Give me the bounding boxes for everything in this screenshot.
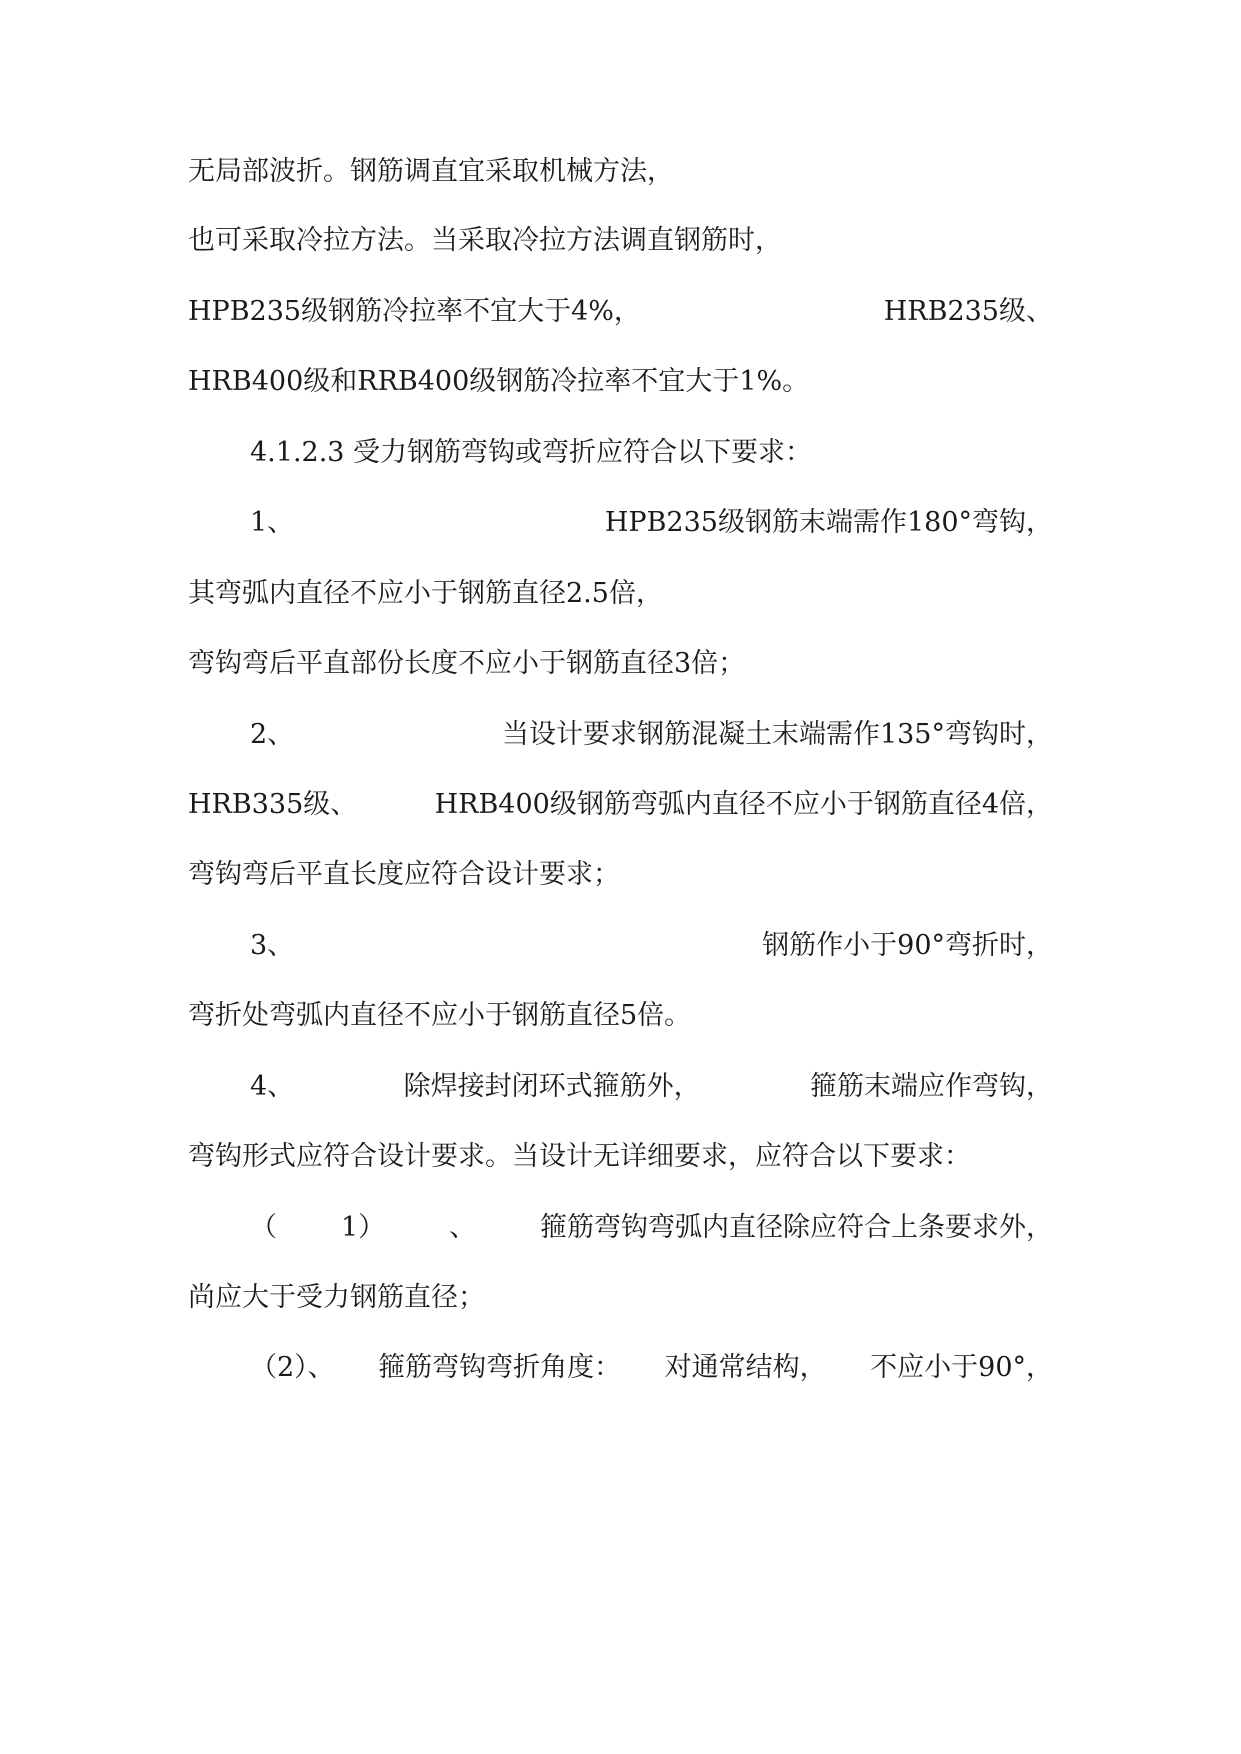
text-segment: 当设计要求钢筋混凝土末端需作135°弯钩时， <box>501 719 1053 750</box>
text-line <box>188 292 1053 332</box>
text-segment: 其弯弧内直径不应小于钢筋直径2.5倍， <box>188 578 663 609</box>
text-segment: 弯钩弯后平直部份长度不应小于钢筋直径3倍； <box>188 648 746 679</box>
text-segment: 弯钩形式应符合设计要求。当设计无详细要求，应符合以下要求： <box>188 1141 971 1172</box>
text-segment: 1） <box>340 1212 386 1243</box>
text-line <box>188 221 1053 261</box>
text-line <box>188 785 1053 825</box>
text-segment: 除焊接封闭环式箍筋外， <box>403 1071 701 1102</box>
text-segment: 弯钩弯后平直长度应符合设计要求； <box>188 859 620 890</box>
list-item-1 <box>250 503 1053 543</box>
sub-item-2 <box>250 1348 1053 1388</box>
list-item-4 <box>250 1067 1053 1107</box>
text-segment: 箍筋弯钩弯弧内直径除应符合上条要求外， <box>540 1212 1053 1243</box>
text-line <box>188 996 1053 1036</box>
text-segment: 钢筋作小于90°弯折时， <box>762 930 1053 961</box>
text-line <box>188 1137 1053 1177</box>
text-segment: 无局部波折。钢筋调直宜采取机械方法， <box>188 156 674 187</box>
text-line <box>188 855 1053 895</box>
list-number: 1、 <box>250 507 295 538</box>
text-segment: 弯折处弯弧内直径不应小于钢筋直径5倍。 <box>188 1000 692 1031</box>
text-segment: 4.1.2.3 受力钢筋弯钩或弯折应符合以下要求： <box>250 437 813 468</box>
text-segment: HRB400级和RRB400级钢筋冷拉率不宜大于1%。 <box>188 366 810 397</box>
text-segment: （ <box>250 1212 277 1243</box>
text-segment: 尚应大于受力钢筋直径； <box>188 1282 485 1313</box>
section-heading <box>250 433 1053 473</box>
text-line <box>188 574 1053 614</box>
text-segment: 也可采取冷拉方法。当采取冷拉方法调直钢筋时， <box>188 225 782 256</box>
text-line <box>188 1278 1053 1318</box>
list-number: 4、 <box>250 1071 295 1102</box>
text-segment: 不应小于90°， <box>870 1352 1053 1383</box>
text-segment: （2）、 <box>250 1352 335 1383</box>
list-item-2 <box>250 715 1053 755</box>
text-line <box>188 644 1053 684</box>
text-segment: HPB235级钢筋冷拉率不宜大于4%， <box>188 296 641 327</box>
text-segment: HRB400级钢筋弯弧内直径不应小于钢筋直径4倍， <box>434 789 1053 820</box>
sub-item-1 <box>250 1208 1053 1248</box>
text-segment: 箍筋弯钩弯折角度： <box>378 1352 622 1383</box>
list-item-3 <box>250 926 1053 966</box>
text-segment: HRB235级、 <box>883 296 1053 327</box>
text-segment: 对通常结构， <box>664 1352 827 1383</box>
list-number: 2、 <box>250 719 295 750</box>
text-segment: 、 <box>449 1212 477 1243</box>
text-line <box>188 152 1053 192</box>
list-number: 3、 <box>250 930 295 961</box>
text-line <box>188 362 1053 402</box>
text-segment: HRB335级、 <box>188 789 358 820</box>
text-segment: 箍筋末端应作弯钩， <box>810 1071 1053 1102</box>
text-segment: HPB235级钢筋末端需作180°弯钩， <box>604 507 1053 538</box>
